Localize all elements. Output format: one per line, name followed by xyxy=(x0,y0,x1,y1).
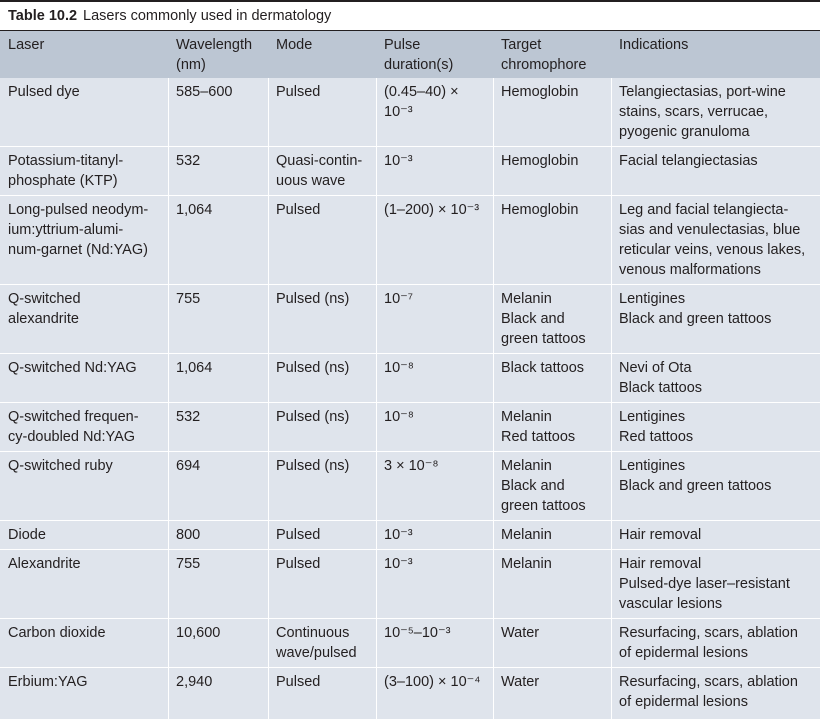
cell-wavelength: 1,064 xyxy=(176,360,213,376)
header-wavelength: Wavelength (nm) xyxy=(176,37,253,73)
header-pulse-duration: Pulse duration(s) xyxy=(384,37,454,73)
table-body xyxy=(0,78,820,720)
cell-mode: Pulsed xyxy=(276,527,321,543)
cell-wavelength: 10,600 xyxy=(176,625,221,641)
cell-target-chromophore: Melanin Black and green tattoos xyxy=(501,291,586,347)
cell-indications: Resurfacing, scars, ablation of epidermal lesions xyxy=(619,625,798,661)
cell-indications: Lentigines Black and green tattoos xyxy=(619,291,772,327)
cell-wavelength: 532 xyxy=(176,409,201,425)
column-divider xyxy=(268,78,269,720)
cell-pulse-duration: (1–200) × 10⁻³ xyxy=(384,202,480,218)
cell-mode: Pulsed (ns) xyxy=(276,291,350,307)
column-divider xyxy=(611,78,612,720)
cell-pulse-duration: 10⁻⁸ xyxy=(384,360,414,376)
cell-target-chromophore: Hemoglobin xyxy=(501,153,579,169)
cell-laser: Q-switched alexandrite xyxy=(8,291,81,327)
column-divider xyxy=(493,78,494,720)
table-row xyxy=(0,668,820,720)
cell-indications: Hair removal xyxy=(619,527,702,543)
cell-target-chromophore: Hemoglobin xyxy=(501,202,579,218)
cell-wavelength: 1,064 xyxy=(176,202,213,218)
cell-indications: Leg and facial telangiecta- sias and venulectasias, blue reticular veins, venous lakes, venous malformations xyxy=(619,202,806,278)
cell-indications: Nevi of Ota Black tattoos xyxy=(619,360,703,396)
cell-mode: Pulsed xyxy=(276,674,321,690)
table-row xyxy=(0,619,820,668)
column-divider xyxy=(376,78,377,720)
header-target-chromophore: Target chromophore xyxy=(501,37,587,73)
cell-mode: Pulsed (ns) xyxy=(276,458,350,474)
table-row xyxy=(0,147,820,196)
cell-laser: Q-switched ruby xyxy=(8,458,113,474)
table-row xyxy=(0,196,820,285)
cell-pulse-duration: 10⁻³ xyxy=(384,556,413,572)
header-indications: Indications xyxy=(619,37,689,53)
table-header-row xyxy=(0,30,820,79)
cell-mode: Pulsed xyxy=(276,556,321,572)
cell-pulse-duration: 3 × 10⁻⁸ xyxy=(384,458,439,474)
cell-mode: Pulsed (ns) xyxy=(276,409,350,425)
cell-target-chromophore: Melanin xyxy=(501,527,552,543)
table-title: Lasers commonly used in dermatology xyxy=(83,8,332,24)
cell-pulse-duration: 10⁻⁵–10⁻³ xyxy=(384,625,451,641)
cell-wavelength: 694 xyxy=(176,458,201,474)
cell-target-chromophore: Melanin xyxy=(501,556,552,572)
header-laser: Laser xyxy=(8,37,45,53)
cell-wavelength: 2,940 xyxy=(176,674,213,690)
cell-indications: Telangiectasias, port-wine stains, scars, verrucae, pyogenic granuloma xyxy=(619,84,786,140)
cell-laser: Carbon dioxide xyxy=(8,625,106,641)
cell-laser: Alexandrite xyxy=(8,556,81,572)
cell-laser: Pulsed dye xyxy=(8,84,80,100)
cell-indications: Resurfacing, scars, ablation of epidermal lesions xyxy=(619,674,798,710)
table-row xyxy=(0,354,820,403)
cell-mode: Pulsed xyxy=(276,84,321,100)
cell-target-chromophore: Melanin Black and green tattoos xyxy=(501,458,586,514)
cell-wavelength: 755 xyxy=(176,556,201,572)
cell-target-chromophore: Water xyxy=(501,674,540,690)
table-row xyxy=(0,452,820,521)
cell-laser: Potassium-titanyl- phosphate (KTP) xyxy=(8,153,124,189)
cell-wavelength: 755 xyxy=(176,291,201,307)
cell-laser: Q-switched frequen- cy-doubled Nd:YAG xyxy=(8,409,139,445)
cell-pulse-duration: 10⁻³ xyxy=(384,153,413,169)
cell-wavelength: 532 xyxy=(176,153,201,169)
cell-pulse-duration: 10⁻⁸ xyxy=(384,409,414,425)
cell-target-chromophore: Hemoglobin xyxy=(501,84,579,100)
column-divider xyxy=(168,78,169,720)
cell-laser: Diode xyxy=(8,527,46,543)
cell-mode: Continuous wave/pulsed xyxy=(276,625,357,661)
cell-mode: Pulsed (ns) xyxy=(276,360,350,376)
cell-target-chromophore: Melanin Red tattoos xyxy=(501,409,576,445)
header-mode: Mode xyxy=(276,37,313,53)
table-row xyxy=(0,78,820,147)
cell-indications: Lentigines Red tattoos xyxy=(619,409,694,445)
cell-wavelength: 585–600 xyxy=(176,84,233,100)
table-row xyxy=(0,285,820,354)
cell-target-chromophore: Water xyxy=(501,625,540,641)
cell-indications: Hair removal Pulsed-dye laser–resistant vascular lesions xyxy=(619,556,790,612)
table-row xyxy=(0,550,820,619)
cell-laser: Long-pulsed neodym- ium:yttrium-alumi- num-garnet (Nd:YAG) xyxy=(8,202,149,258)
cell-pulse-duration: 10⁻³ xyxy=(384,527,413,543)
cell-target-chromophore: Black tattoos xyxy=(501,360,585,376)
cell-mode: Pulsed xyxy=(276,202,321,218)
table-row xyxy=(0,521,820,550)
table-row xyxy=(0,403,820,452)
cell-pulse-duration: (0.45–40) × 10⁻³ xyxy=(384,84,459,120)
cell-indications: Facial telangiectasias xyxy=(619,153,758,169)
table-number: Table 10.2 xyxy=(8,8,78,24)
cell-laser: Erbium:YAG xyxy=(8,674,88,690)
cell-laser: Q-switched Nd:YAG xyxy=(8,360,137,376)
cell-mode: Quasi-contin- uous wave xyxy=(276,153,363,189)
cell-pulse-duration: (3–100) × 10⁻⁴ xyxy=(384,674,481,690)
cell-pulse-duration: 10⁻⁷ xyxy=(384,291,414,307)
table-caption xyxy=(0,0,820,28)
cell-indications: Lentigines Black and green tattoos xyxy=(619,458,772,494)
cell-wavelength: 800 xyxy=(176,527,201,543)
